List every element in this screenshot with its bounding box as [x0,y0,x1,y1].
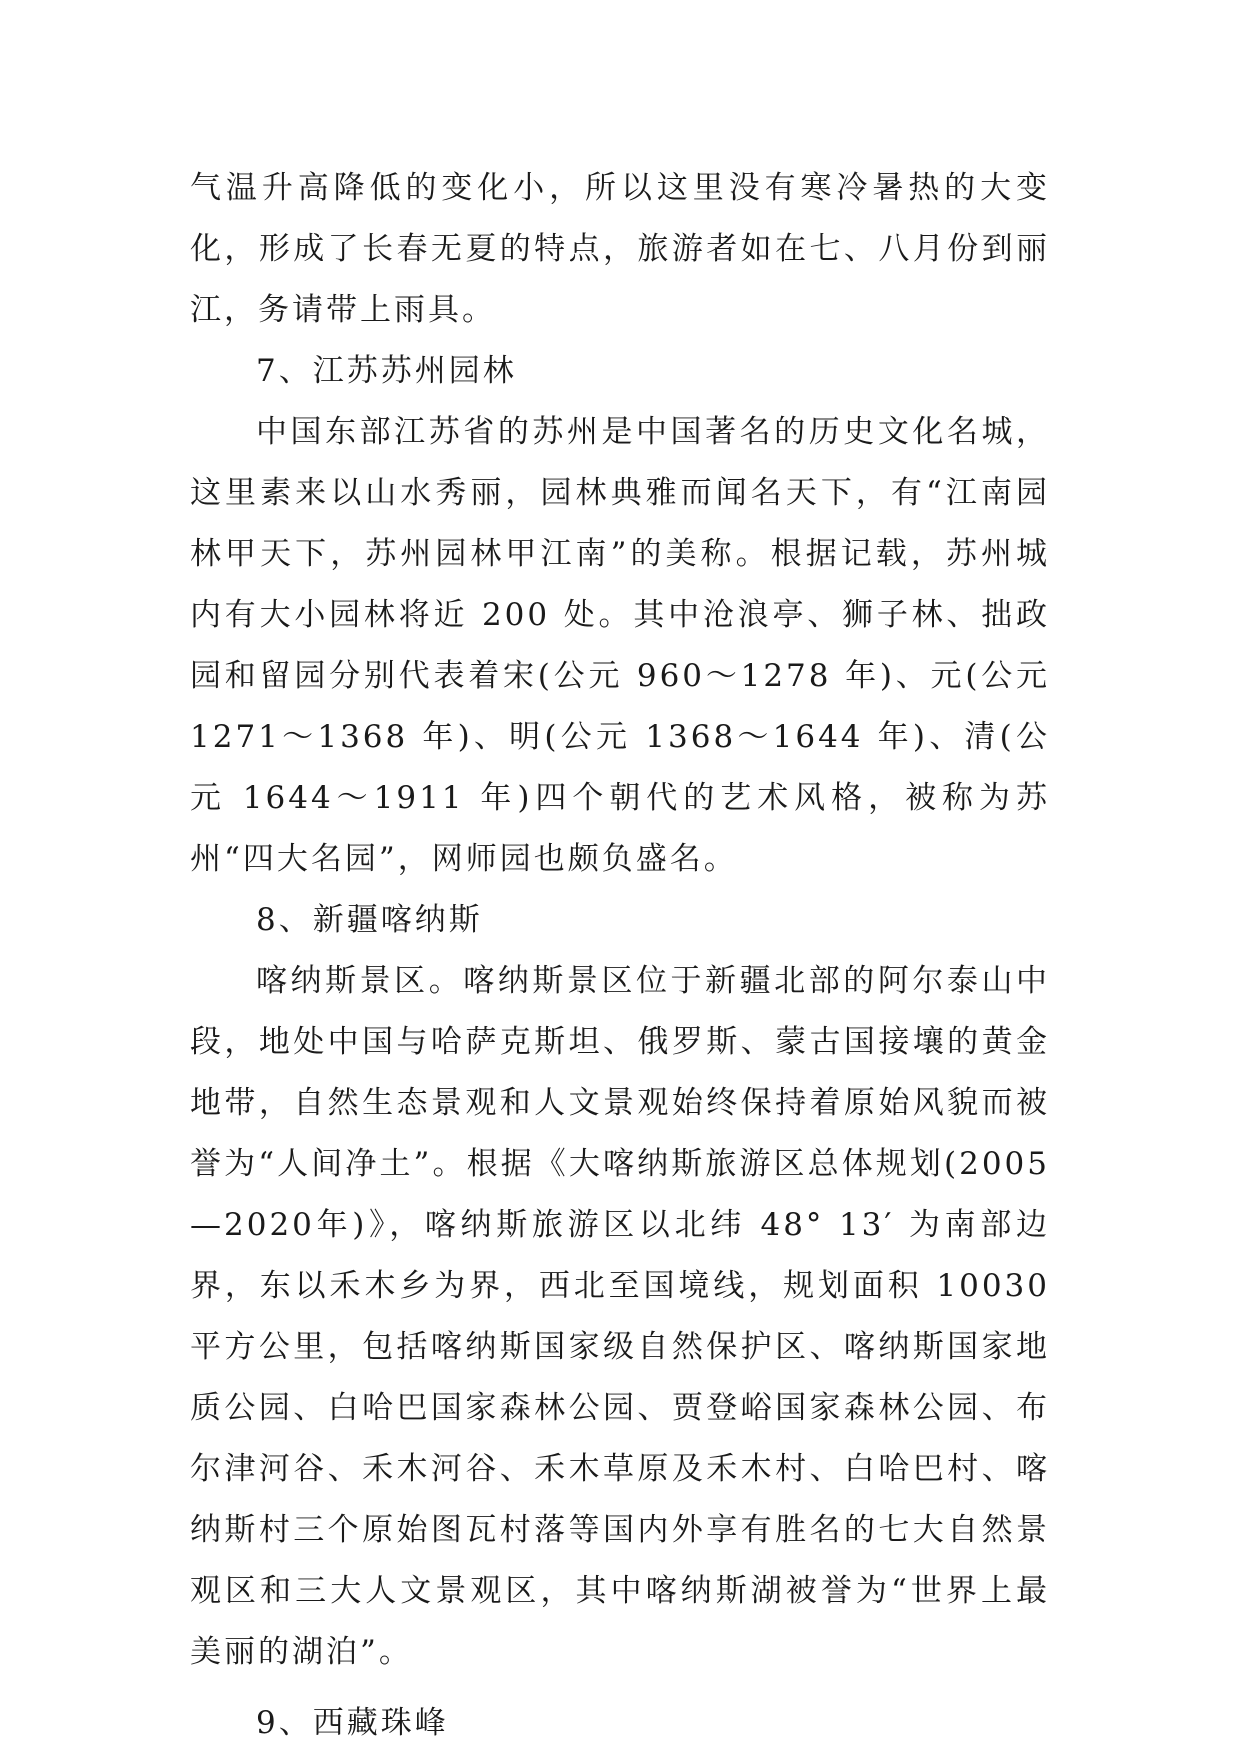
section-heading-kanas: 8、新疆喀纳斯 [256,902,483,938]
section-heading-suzhou: 7、江苏苏州园林 [256,353,517,389]
paragraph-suzhou-gardens: 中国东部江苏省的苏州是中国著名的历史文化名城，这里素来以山水秀丽，园林典雅而闻名天下，有“江南园林甲天下，苏州园林甲江南”的美称。根据记载，苏州城内有大小园林将近 200 处。其中沧浪亭、狮子林、拙政园和留园分别代表着宋(公元 960～1278 年)、元(公元 1271～1368 年)、明(公元 1368～1644 年)、清(公元 1644～1911 年)四个朝代的艺术风格，被称为苏州“四大名园”，网师园也颇负盛名。 [190,414,1050,877]
document-body [190,158,1050,1754]
paragraph-lijiang-climate: 气温升高降低的变化小，所以这里没有寒冷暑热的大变化，形成了长春无夏的特点，旅游者如在七、八月份到丽江，务请带上雨具。 [190,170,1050,328]
paragraph-kanas: 喀纳斯景区。喀纳斯景区位于新疆北部的阿尔泰山中段，地处中国与哈萨克斯坦、俄罗斯、蒙古国接壤的黄金地带，自然生态景观和人文景观始终保持着原始风貌而被誉为“人间净土”。根据《大喀纳斯旅游区总体规划(2005—2020年)》，喀纳斯旅游区以北纬 48° 13′ 为南部边界，东以禾木乡为界，西北至国境线，规划面积 10030 平方公里，包括喀纳斯国家级自然保护区、喀纳斯国家地质公园、白哈巴国家森林公园、贾登峪国家森林公园、布尔津河谷、禾木河谷、禾木草原及禾木村、白哈巴村、喀纳斯村三个原始图瓦村落等国内外享有胜名的七大自然景观区和三大人文景观区，其中喀纳斯湖被誉为“世界上最美丽的湖泊”。 [190,963,1050,1670]
section-heading-everest: 9、西藏珠峰 [256,1705,449,1741]
